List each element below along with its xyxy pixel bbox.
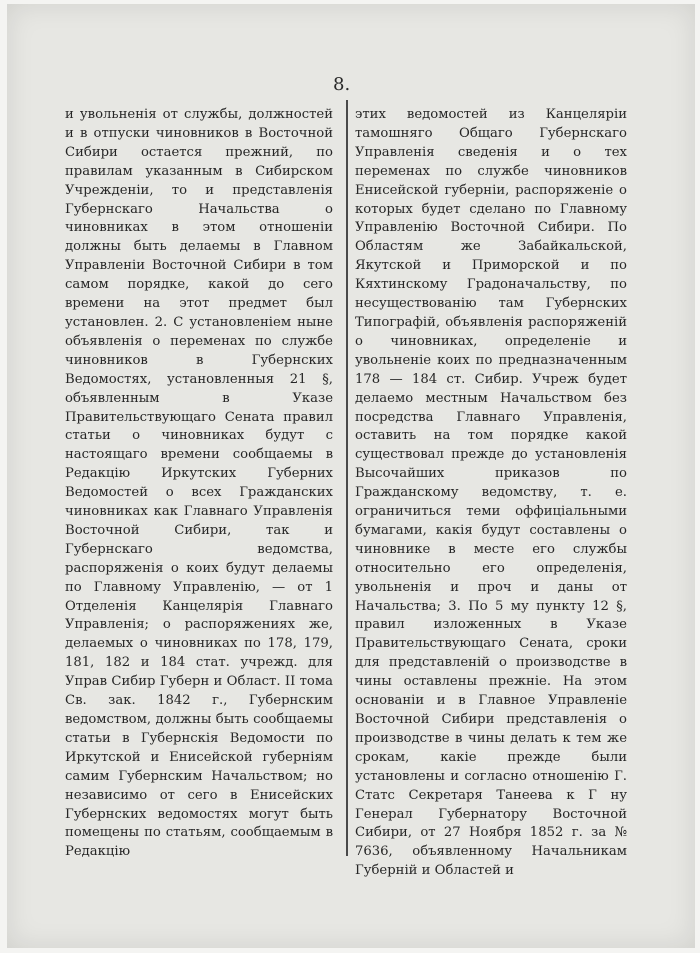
text-column-left: и увольненія от службы, должностей и в отпуски чиновников в Восточной Сибири остается прежний, по правилам указанным в Сибирском Учрежденіи, то и представленія Губернскаго Начальства о чиновниках в этом отношеніи должны быть делаемы в Главном Управленіи Восточной Сибири в том самом порядке, какой до сего времени на этот предмет был установлен. 2. С установленіем ныне объявленія о переменах по службе чиновников в Губернских Ведомостях, установленныя 21 §, объявленным в Указе Правительствующаго Сената правил статьи о чиновниках будут с настоящаго времени сообщаемы в Редакцію Иркутских Губерних Ведомостей о всех Гражданских чиновниках как Главнаго Управленія Восточной Сибири, так и Губернскаго ведомства, распоряженія о коих будут делаемы по Главному Управленію, — от 1 Отделенія Канцелярія Главнаго Управленія; о распоряжениях же, делаемых о чиновниках по 178, 179, 181, 182 и 184 стат. учрежд. для Управ Сибир Губерн и Област. II тома Св. зак. 1842 г., Губернским ведомством, должны быть сообщаемы статьи в Губернскія Ведомости по Иркутской и Енисейской губерніям самим Губернским Начальством; но независимо от сего в Енисейских Губернских ведомостях могут быть помещены по статьям, сообщаемым в Редакцію — [65, 107, 333, 860]
page-number: 8. — [333, 74, 351, 95]
document-page — [7, 4, 695, 948]
column-divider — [346, 100, 348, 856]
text-column-right: этих ведомостей из Канцеляріи тамошняго Общаго Губернскаго Управленія сведенія и о тех переменах по службе чиновников Енисейской губерніи, распоряженіе о которых будет сделано по Главному Управленію Восточной Сибири. По Областям же Забайкальской, Якутской и Приморской и по Кяхтинскому Градоначальству, по несуществованію там Губернских Типографій, объявленія распоряженій о чиновниках, определеніе и увольненіе коих по предназначенным 178 — 184 ст. Сибир. Учреж будет делаемо местным Начальством без посредства Главнаго Управленія, оставить на том порядке какой существовал прежде до установленія Высочайших приказов по Гражданскому ведомству, т. е. ограничиться теми оффиціальными бумагами, какія будут составлены о чиновнике в месте его службы относительно его определенія, увольненія и проч и даны от Начальства; 3. По 5 му пункту 12 §, правил изложенных в Указе Правительствующаго Сената, сроки для представленій о производстве в чины оставлены прежніе. На этом основаніи и в Главное Управленіе Восточной Сибири представленія о производстве в чины делать к тем же срокам, какіе прежде были установлены и согласно отношенію Г. Статс Секретаря Танеева к Г ну Генерал Губернатору Восточной Сибири, от 27 Ноября 1852 г. за № 7636, объявленному Начальникам Губерній и Областей и — [355, 107, 627, 879]
